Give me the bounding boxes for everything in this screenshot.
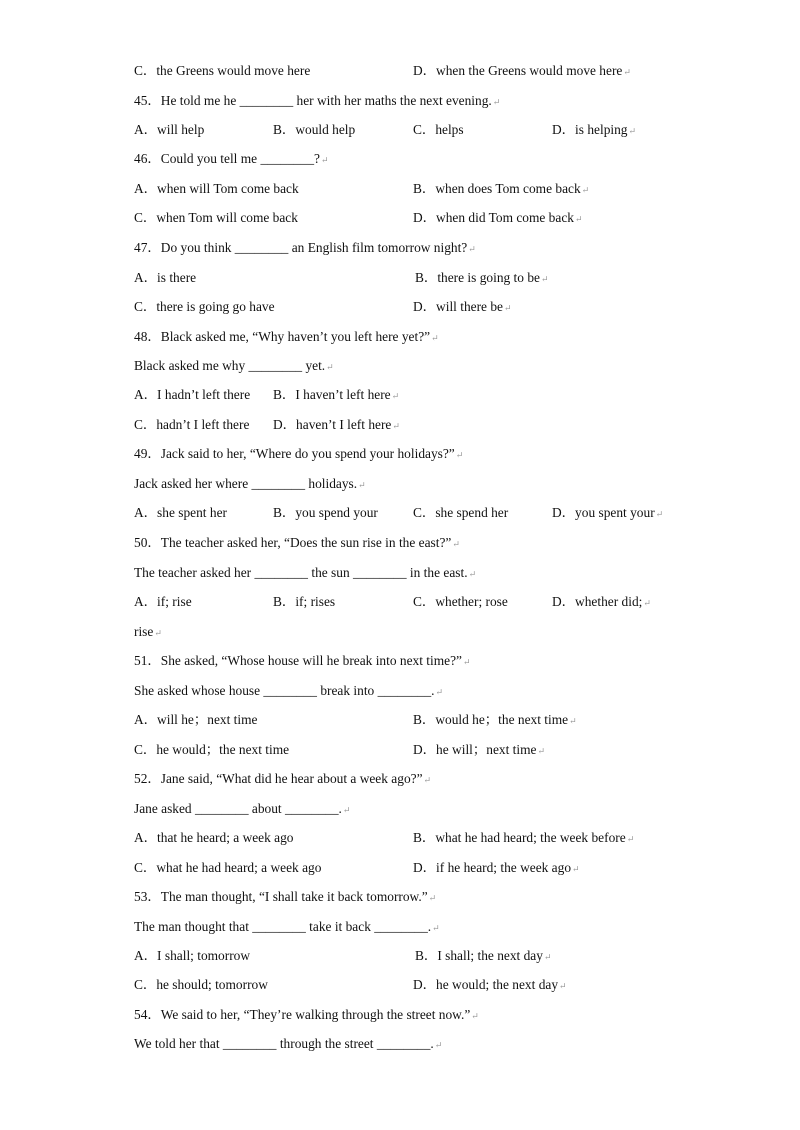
answer-options-row xyxy=(134,740,674,760)
paragraph-mark-icon: ↵ xyxy=(569,716,577,726)
answer-options-row xyxy=(134,61,674,81)
paragraph-mark-icon: ↵ xyxy=(462,657,471,667)
answer-options-row xyxy=(134,385,674,405)
answer-options-row xyxy=(134,592,674,612)
paragraph-mark-icon: ↵ xyxy=(559,981,567,991)
paragraph-mark-icon: ↵ xyxy=(326,362,334,372)
answer-option: A．I hadn’t left there xyxy=(134,387,251,402)
reported-speech-line: Jane asked ________ about ________.↵ xyxy=(134,801,351,816)
answer-option: D．is helping↵ xyxy=(552,122,637,137)
answer-option: A．if; rise xyxy=(134,594,192,609)
answer-option: C．helps xyxy=(413,122,464,137)
question-text: 45．He told me he ________ her with her maths the next evening.↵ xyxy=(134,93,501,108)
answer-option: A．is there xyxy=(134,270,197,285)
answer-option: C．when Tom will come back xyxy=(134,210,298,225)
answer-option: B．when does Tom come back↵ xyxy=(413,181,590,196)
question-text: 48．Black asked me, “Why haven’t you left here yet?”↵ xyxy=(134,329,439,344)
answer-option: D．will there be↵ xyxy=(413,299,512,314)
answer-options-row xyxy=(134,120,674,140)
reported-speech-line: She asked whose house ________ break into ________.↵ xyxy=(134,683,444,698)
answer-option: C．he should; tomorrow xyxy=(134,977,268,992)
paragraph-mark-icon: ↵ xyxy=(581,185,590,195)
paragraph-mark-icon: ↵ xyxy=(471,1011,479,1021)
reported-speech-line: The man thought that ________ take it back ________.↵ xyxy=(134,919,440,934)
question-text: 52．Jane said, “What did he hear about a week ago?”↵ xyxy=(134,771,432,786)
answer-option: A．will he；next time xyxy=(134,712,258,727)
answer-option: C．whether; rose xyxy=(413,594,508,609)
answer-option: B．would help xyxy=(273,122,356,137)
paragraph-mark-icon: ↵ xyxy=(655,509,664,519)
answer-option: B．I shall; the next day↵ xyxy=(415,948,552,963)
paragraph-mark-icon: ↵ xyxy=(626,834,635,844)
answer-options-row xyxy=(134,297,674,317)
reported-speech-line: The teacher asked her ________ the sun ________ in the east.↵ xyxy=(134,565,477,580)
paragraph-mark-icon: ↵ xyxy=(643,598,651,608)
paragraph-mark-icon: ↵ xyxy=(543,952,552,962)
paragraph-mark-icon: ↵ xyxy=(392,421,400,431)
paragraph-mark-icon: ↵ xyxy=(432,923,440,933)
answer-option: D．if he heard; the week ago↵ xyxy=(413,860,580,875)
paragraph-mark-icon: ↵ xyxy=(391,391,400,401)
answer-options-row xyxy=(134,946,674,966)
reported-speech-line: Jack asked her where ________ holidays.↵ xyxy=(134,476,366,491)
answer-options-row xyxy=(134,503,674,523)
answer-option: D．haven’t I left here↵ xyxy=(273,417,400,432)
question-text: 54．We said to her, “They’re walking through the street now.”↵ xyxy=(134,1007,479,1022)
question-text: 46．Could you tell me ________?↵ xyxy=(134,151,329,166)
paragraph-mark-icon: ↵ xyxy=(434,1040,443,1050)
question-text: 51．She asked, “Whose house will he break into next time?”↵ xyxy=(134,653,471,668)
answer-option: A．will help xyxy=(134,122,205,137)
answer-option: B．you spend your xyxy=(273,505,378,520)
answer-options-row xyxy=(134,710,674,730)
paragraph-mark-icon: ↵ xyxy=(342,805,351,815)
paragraph-mark-icon: ↵ xyxy=(468,569,477,579)
paragraph-mark-icon: ↵ xyxy=(423,775,432,785)
answer-option: A．when will Tom come back xyxy=(134,181,299,196)
paragraph-mark-icon: ↵ xyxy=(537,746,546,756)
paragraph-mark-icon: ↵ xyxy=(572,864,580,874)
answer-option: B．would he；the next time↵ xyxy=(413,712,577,727)
answer-option: C．hadn’t I left there xyxy=(134,417,250,432)
paragraph-mark-icon: ↵ xyxy=(455,450,464,460)
paragraph-mark-icon: ↵ xyxy=(540,274,549,284)
answer-option: A．I shall; tomorrow xyxy=(134,948,251,963)
answer-option: D．when did Tom come back↵ xyxy=(413,210,583,225)
answer-options-row xyxy=(134,268,674,288)
paragraph-mark-icon: ↵ xyxy=(428,893,437,903)
paragraph-mark-icon: ↵ xyxy=(492,97,501,107)
paragraph-mark-icon: ↵ xyxy=(154,628,162,638)
answer-option: C．the Greens would move here xyxy=(134,63,311,78)
answer-option: D．he will；next time↵ xyxy=(413,742,546,757)
answer-options-row xyxy=(134,828,674,848)
question-text: 50．The teacher asked her, “Does the sun rise in the east?”↵ xyxy=(134,535,460,550)
answer-option: D．when the Greens would move here↵ xyxy=(413,63,631,78)
paragraph-mark-icon: ↵ xyxy=(628,126,637,136)
answer-option: C．he would；the next time xyxy=(134,742,290,757)
answer-option: C．she spend her xyxy=(413,505,509,520)
answer-option: B．there is going to be↵ xyxy=(415,270,549,285)
answer-option: C．what he had heard; a week ago xyxy=(134,860,322,875)
answer-options-row xyxy=(134,858,674,878)
paragraph-mark-icon: ↵ xyxy=(468,244,476,254)
paragraph-mark-icon: ↵ xyxy=(574,214,583,224)
answer-option: C．there is going go have xyxy=(134,299,275,314)
question-text: 49．Jack said to her, “Where do you spend your holidays?”↵ xyxy=(134,446,464,461)
answer-option: D．whether did;↵ xyxy=(552,594,651,609)
answer-option: B．if; rises xyxy=(273,594,336,609)
question-text: 47．Do you think ________ an English film tomorrow night?↵ xyxy=(134,240,476,255)
answer-option-continuation: rise↵ xyxy=(134,624,162,639)
answer-options-row xyxy=(134,415,674,435)
answer-option: D．he would; the next day↵ xyxy=(413,977,567,992)
paragraph-mark-icon: ↵ xyxy=(504,303,512,313)
answer-options-row xyxy=(134,975,674,995)
reported-speech-line: We told her that ________ through the street ________.↵ xyxy=(134,1036,443,1051)
paragraph-mark-icon: ↵ xyxy=(435,687,444,697)
answer-options-row xyxy=(134,208,674,228)
paragraph-mark-icon: ↵ xyxy=(452,539,460,549)
paragraph-mark-icon: ↵ xyxy=(320,155,329,165)
answer-option: B．what he had heard; the week before↵ xyxy=(413,830,635,845)
answer-option: A．she spent her xyxy=(134,505,227,520)
answer-option: D．you spent your↵ xyxy=(552,505,664,520)
answer-option: A．that he heard; a week ago xyxy=(134,830,294,845)
paragraph-mark-icon: ↵ xyxy=(431,333,439,343)
paragraph-mark-icon: ↵ xyxy=(623,67,631,77)
answer-options-row xyxy=(134,179,674,199)
question-text: 53．The man thought, “I shall take it back tomorrow.”↵ xyxy=(134,889,437,904)
answer-option: B．I haven’t left here↵ xyxy=(273,387,400,402)
paragraph-mark-icon: ↵ xyxy=(358,480,366,490)
reported-speech-line: Black asked me why ________ yet.↵ xyxy=(134,358,334,373)
